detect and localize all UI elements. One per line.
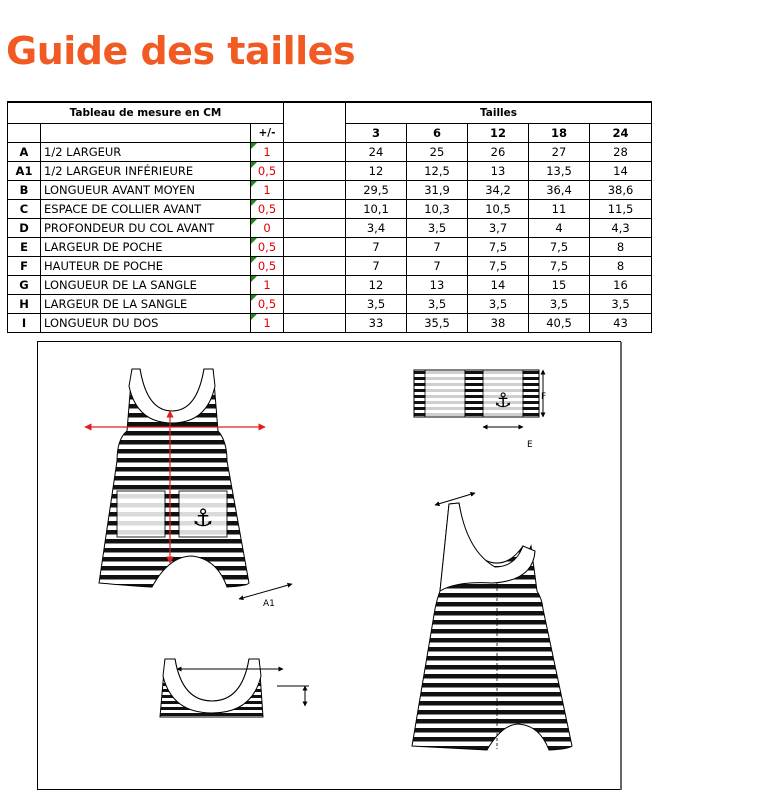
measure-label: 1/2 LARGEUR INFÉRIEURE: [41, 162, 251, 181]
table-row: [8, 238, 652, 257]
empty-cell: [284, 200, 346, 219]
table-row: [8, 181, 652, 200]
measure-code: H: [8, 295, 41, 314]
empty-cell: [284, 257, 346, 276]
measure-value: 38,6: [590, 181, 652, 200]
empty-cell: [284, 276, 346, 295]
empty-cell: [284, 143, 346, 162]
measure-value: 7: [407, 238, 468, 257]
measure-code: B: [8, 181, 41, 200]
measure-label: LONGUEUR DU DOS: [41, 314, 251, 333]
measure-label: LONGUEUR AVANT MOYEN: [41, 181, 251, 200]
measure-value: 3,5: [407, 219, 468, 238]
size-table: [7, 101, 652, 333]
measure-tolerance: 0,5: [251, 238, 284, 257]
measure-label: 1/2 LARGEUR: [41, 143, 251, 162]
measure-value: 36,4: [529, 181, 590, 200]
measure-value: 27: [529, 143, 590, 162]
measure-value: 4,3: [590, 219, 652, 238]
page-title: Guide des tailles: [6, 29, 356, 73]
measure-value: 33: [346, 314, 407, 333]
measure-code: F: [8, 257, 41, 276]
measure-value: 31,9: [407, 181, 468, 200]
empty-cell: [284, 124, 346, 143]
empty-cell: [41, 124, 251, 143]
measure-label: LARGEUR DE LA SANGLE: [41, 295, 251, 314]
measure-value: 40,5: [529, 314, 590, 333]
empty-cell: [284, 181, 346, 200]
measure-value: 38: [468, 314, 529, 333]
label-a1: A1: [263, 599, 275, 609]
measure-label: PROFONDEUR DU COL AVANT: [41, 219, 251, 238]
measure-code: A1: [8, 162, 41, 181]
measure-value: 24: [346, 143, 407, 162]
measure-label: HAUTEUR DE POCHE: [41, 257, 251, 276]
measure-value: 25: [407, 143, 468, 162]
measure-value: 28: [590, 143, 652, 162]
measure-value: 3,5: [468, 295, 529, 314]
measure-value: 7,5: [468, 238, 529, 257]
measure-value: 14: [590, 162, 652, 181]
measure-value: 11,5: [590, 200, 652, 219]
measure-value: 29,5: [346, 181, 407, 200]
empty-cell: [284, 219, 346, 238]
measure-tolerance: 0,5: [251, 257, 284, 276]
measure-value: 11: [529, 200, 590, 219]
measure-value: 26: [468, 143, 529, 162]
measure-value: 7,5: [468, 257, 529, 276]
table-row: [8, 257, 652, 276]
size-header-24: 24: [590, 124, 652, 143]
measure-tolerance: 1: [251, 143, 284, 162]
table-row: [8, 295, 652, 314]
empty-header-cell: [284, 102, 346, 124]
table-row: [8, 276, 652, 295]
measure-code: E: [8, 238, 41, 257]
measure-value: 14: [468, 276, 529, 295]
measure-value: 10,3: [407, 200, 468, 219]
table-row: [8, 314, 652, 333]
measure-value: 3,5: [346, 295, 407, 314]
measure-tolerance: 1: [251, 181, 284, 200]
measure-label: LONGUEUR DE LA SANGLE: [41, 276, 251, 295]
tolerance-header: +/-: [251, 124, 284, 143]
measure-code: A: [8, 143, 41, 162]
table-row: [8, 219, 652, 238]
measure-value: 12: [346, 276, 407, 295]
measure-label: LARGEUR DE POCHE: [41, 238, 251, 257]
measure-value: 7: [407, 257, 468, 276]
measure-code: G: [8, 276, 41, 295]
measure-code: D: [8, 219, 41, 238]
size-header-6: 6: [407, 124, 468, 143]
measure-value: 7,5: [529, 257, 590, 276]
measure-tolerance: 0,5: [251, 200, 284, 219]
measure-value: 12: [346, 162, 407, 181]
measure-value: 34,2: [468, 181, 529, 200]
measure-header: Tableau de mesure en CM: [8, 102, 284, 124]
anchor-icon: ⚓: [494, 388, 512, 412]
measure-value: 35,5: [407, 314, 468, 333]
measure-code: I: [8, 314, 41, 333]
measure-tolerance: 1: [251, 314, 284, 333]
measure-value: 7: [346, 238, 407, 257]
measure-value: 10,1: [346, 200, 407, 219]
measure-value: 3,4: [346, 219, 407, 238]
empty-cell: [284, 295, 346, 314]
size-header-18: 18: [529, 124, 590, 143]
sizes-header: Tailles: [346, 102, 652, 124]
measure-label: ESPACE DE COLLIER AVANT: [41, 200, 251, 219]
table-row: [8, 143, 652, 162]
label-f: F: [541, 392, 547, 402]
empty-cell: [284, 314, 346, 333]
measure-code: C: [8, 200, 41, 219]
measure-value: 3,5: [529, 295, 590, 314]
size-header-3: 3: [346, 124, 407, 143]
empty-cell: [284, 238, 346, 257]
measure-tolerance: 0,5: [251, 162, 284, 181]
measure-value: 10,5: [468, 200, 529, 219]
table-row: [8, 162, 652, 181]
measure-value: 3,5: [407, 295, 468, 314]
measure-value: 8: [590, 257, 652, 276]
measure-tolerance: 1: [251, 276, 284, 295]
measure-value: 12,5: [407, 162, 468, 181]
empty-cell: [284, 162, 346, 181]
measure-value: 3,5: [590, 295, 652, 314]
garment-illustration: [37, 341, 622, 791]
measure-value: 13: [468, 162, 529, 181]
label-e: E: [527, 440, 533, 450]
measure-value: 3,7: [468, 219, 529, 238]
measure-value: 7: [346, 257, 407, 276]
size-header-12: 12: [468, 124, 529, 143]
measure-value: 16: [590, 276, 652, 295]
measure-value: 43: [590, 314, 652, 333]
measure-value: 7,5: [529, 238, 590, 257]
table-row: [8, 200, 652, 219]
measure-value: 13,5: [529, 162, 590, 181]
empty-cell: [8, 124, 41, 143]
anchor-icon: ⚓: [192, 504, 214, 532]
measure-value: 15: [529, 276, 590, 295]
measure-value: 4: [529, 219, 590, 238]
measure-value: 8: [590, 238, 652, 257]
measure-tolerance: 0: [251, 219, 284, 238]
measure-value: 13: [407, 276, 468, 295]
measure-tolerance: 0,5: [251, 295, 284, 314]
